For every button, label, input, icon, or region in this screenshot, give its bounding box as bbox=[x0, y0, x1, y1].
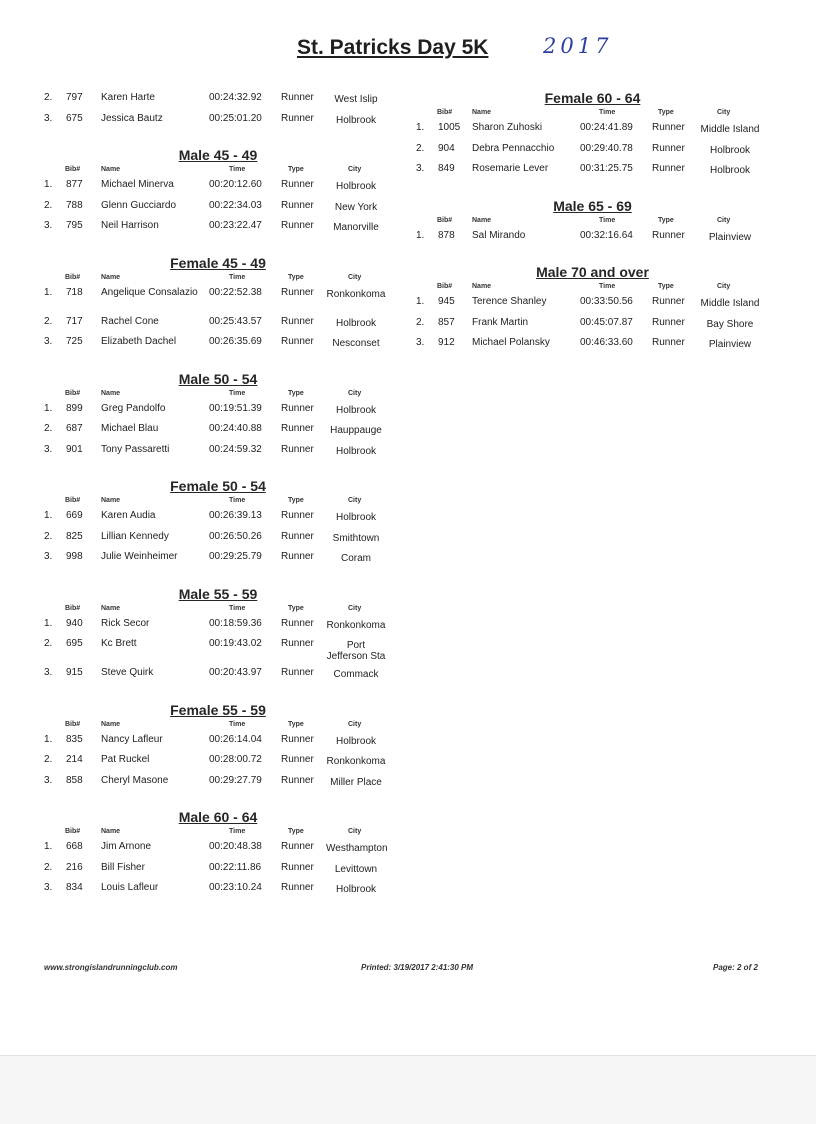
runner-name-cell: Bill Fisher bbox=[101, 861, 145, 873]
type-cell: Runner bbox=[281, 882, 314, 893]
right-column bbox=[410, 89, 775, 355]
bib-cell: 998 bbox=[66, 551, 83, 562]
city-cell: Middle Island bbox=[700, 124, 760, 135]
runner-name-cell: Rick Secor bbox=[101, 617, 150, 629]
type-cell: Runner bbox=[281, 179, 314, 190]
type-cell: Runner bbox=[281, 315, 314, 327]
runner-name-cell: Sal Mirando bbox=[472, 229, 526, 241]
time-cell: 00:25:43.57 bbox=[209, 315, 262, 327]
city-cell: Port Jefferson Sta bbox=[326, 640, 386, 662]
bib-cell: 214 bbox=[66, 754, 83, 765]
runner-name-cell: Michael Polansky bbox=[472, 337, 550, 348]
place-cell: 3. bbox=[44, 220, 53, 231]
runner-name-cell: Glenn Gucciardo bbox=[101, 199, 177, 211]
age-group-section bbox=[38, 146, 398, 238]
bib-cell: 216 bbox=[66, 861, 83, 873]
bib-cell: 718 bbox=[66, 286, 83, 298]
runner-name-cell: Karen Harte bbox=[101, 92, 155, 103]
type-cell: Runner bbox=[652, 163, 685, 174]
age-group-section bbox=[410, 263, 775, 355]
time-cell: 00:25:01.20 bbox=[209, 112, 262, 124]
time-cell: 00:24:41.89 bbox=[580, 122, 633, 133]
header-bib: Bib# bbox=[65, 166, 81, 173]
runner-name-cell: Steve Quirk bbox=[101, 667, 154, 678]
time-cell: 00:24:40.88 bbox=[209, 423, 262, 434]
place-cell: 1. bbox=[44, 733, 53, 745]
result-row bbox=[38, 110, 398, 131]
time-cell: 00:20:12.60 bbox=[209, 179, 262, 190]
result-row bbox=[38, 548, 398, 569]
column-headers bbox=[38, 603, 398, 615]
result-row bbox=[38, 176, 398, 197]
time-cell: 00:23:22.47 bbox=[209, 220, 262, 231]
result-row bbox=[410, 314, 775, 335]
place-cell: 2. bbox=[44, 315, 53, 327]
age-group-section bbox=[410, 89, 775, 181]
bib-cell: 668 bbox=[66, 841, 83, 852]
result-row bbox=[38, 664, 398, 685]
city-cell: Holbrook bbox=[335, 884, 377, 895]
runner-name-cell: Neil Harrison bbox=[101, 220, 159, 231]
runner-name-cell: Frank Martin bbox=[472, 316, 529, 328]
runner-name-cell: Lillian Kennedy bbox=[101, 530, 169, 542]
runner-name-cell: Nancy Lafleur bbox=[101, 733, 163, 745]
type-cell: Runner bbox=[281, 402, 314, 414]
type-cell: Runner bbox=[281, 286, 314, 298]
place-cell: 1. bbox=[44, 286, 53, 298]
header-city: City bbox=[348, 720, 362, 728]
place-cell: 3. bbox=[416, 163, 425, 174]
time-cell: 00:46:33.60 bbox=[580, 337, 633, 348]
bib-cell: 912 bbox=[438, 337, 455, 348]
bib-cell: 797 bbox=[66, 92, 83, 103]
type-cell: Runner bbox=[281, 841, 314, 852]
age-group-title: Female 50 - 54 bbox=[170, 478, 266, 494]
runner-name-cell: Julie Weinheimer bbox=[101, 551, 178, 562]
city-cell: New York bbox=[334, 201, 378, 213]
bib-cell: 717 bbox=[66, 315, 83, 327]
header-type: Type bbox=[288, 166, 304, 173]
column-headers bbox=[410, 215, 775, 227]
time-cell: 00:18:59.36 bbox=[209, 617, 262, 629]
header-name: Name bbox=[101, 720, 121, 728]
time-cell: 00:22:34.03 bbox=[209, 199, 262, 211]
runner-name-cell: Elizabeth Dachel bbox=[101, 336, 177, 347]
type-cell: Runner bbox=[652, 337, 685, 348]
header-city: City bbox=[348, 828, 362, 835]
type-cell: Runner bbox=[281, 92, 314, 103]
city-cell: Hauppauge bbox=[330, 425, 382, 436]
type-cell: Runner bbox=[281, 199, 314, 211]
place-cell: 3. bbox=[44, 551, 53, 562]
place-cell: 1. bbox=[44, 179, 53, 190]
bib-cell: 858 bbox=[66, 774, 83, 786]
runner-name-cell: Angelique Consalazio bbox=[101, 286, 198, 298]
time-cell: 00:23:10.24 bbox=[209, 882, 262, 893]
header-bib: Bib# bbox=[65, 497, 81, 504]
type-cell: Runner bbox=[281, 423, 314, 434]
continuation-group bbox=[38, 89, 398, 130]
bib-cell: 857 bbox=[438, 316, 455, 328]
footer-printed: Printed: 3/19/2017 2:41:30 PM bbox=[361, 963, 474, 972]
place-cell: 2. bbox=[416, 316, 425, 328]
city-cell: Holbrook bbox=[335, 181, 377, 192]
header-bib: Bib# bbox=[437, 109, 453, 116]
place-cell: 2. bbox=[416, 142, 425, 154]
result-row bbox=[410, 160, 775, 181]
time-cell: 00:26:14.04 bbox=[209, 733, 262, 745]
bib-cell: 877 bbox=[66, 179, 83, 190]
result-row bbox=[38, 89, 398, 110]
city-cell: Holbrook bbox=[335, 114, 377, 126]
header-type: Type bbox=[658, 109, 674, 116]
place-cell: 1. bbox=[416, 296, 425, 307]
city-cell: Holbrook bbox=[335, 445, 377, 457]
header-type: Type bbox=[288, 720, 304, 728]
header-name: Name bbox=[101, 604, 121, 612]
result-row bbox=[38, 420, 398, 441]
type-cell: Runner bbox=[281, 530, 314, 542]
place-cell: 1. bbox=[44, 510, 53, 521]
result-row bbox=[410, 119, 775, 140]
result-row bbox=[410, 140, 775, 161]
city-cell: Plainview bbox=[708, 231, 752, 243]
header-name: Name bbox=[472, 109, 492, 116]
city-cell: Holbrook bbox=[335, 317, 377, 329]
result-row bbox=[410, 227, 775, 248]
runner-name-cell: Jim Arnone bbox=[101, 841, 152, 852]
time-cell: 00:31:25.75 bbox=[580, 163, 633, 174]
result-row bbox=[38, 859, 398, 880]
type-cell: Runner bbox=[652, 296, 685, 307]
runner-name-cell: Rachel Cone bbox=[101, 315, 159, 327]
type-cell: Runner bbox=[281, 667, 314, 678]
place-cell: 3. bbox=[44, 774, 53, 786]
type-cell: Runner bbox=[281, 754, 314, 765]
footer-page-number: Page: 2 of 2 bbox=[713, 963, 758, 972]
time-cell: 00:29:27.79 bbox=[209, 774, 262, 786]
header-bib: Bib# bbox=[437, 216, 453, 224]
time-cell: 00:20:48.38 bbox=[209, 841, 262, 852]
result-row bbox=[38, 731, 398, 752]
city-cell: Middle Island bbox=[700, 298, 760, 309]
place-cell: 2. bbox=[44, 754, 53, 765]
result-row bbox=[38, 772, 398, 793]
result-row bbox=[38, 284, 398, 313]
city-cell: Plainview bbox=[708, 339, 752, 350]
scan-bottom-margin bbox=[0, 1055, 816, 1124]
place-cell: 1. bbox=[44, 402, 53, 414]
time-cell: 00:45:07.87 bbox=[580, 316, 633, 328]
header-type: Type bbox=[288, 389, 304, 397]
result-row bbox=[38, 313, 398, 334]
age-group-title: Male 60 - 64 bbox=[178, 809, 258, 825]
time-cell: 00:19:43.02 bbox=[209, 638, 262, 649]
place-cell: 3. bbox=[416, 337, 425, 348]
place-cell: 2. bbox=[44, 530, 53, 542]
type-cell: Runner bbox=[281, 861, 314, 873]
runner-name-cell: Cheryl Masone bbox=[101, 774, 169, 786]
place-cell: 1. bbox=[416, 122, 425, 133]
city-cell: Holbrook bbox=[335, 404, 377, 416]
header-type: Type bbox=[288, 273, 304, 281]
column-headers bbox=[410, 281, 775, 293]
age-group-section bbox=[38, 701, 398, 793]
type-cell: Runner bbox=[652, 316, 685, 328]
bib-cell: 695 bbox=[66, 638, 83, 649]
place-cell: 3. bbox=[44, 882, 53, 893]
result-row bbox=[38, 838, 398, 859]
city-cell: Westhampton bbox=[326, 843, 388, 854]
place-cell: 2. bbox=[44, 861, 53, 873]
type-cell: Runner bbox=[281, 617, 314, 629]
header-city: City bbox=[717, 109, 731, 116]
city-cell: Levittown bbox=[334, 863, 378, 875]
runner-name-cell: Pat Ruckel bbox=[101, 754, 150, 765]
header-name: Name bbox=[101, 497, 121, 504]
runner-name-cell: Michael Blau bbox=[101, 423, 159, 434]
runner-name-cell: Terence Shanley bbox=[472, 296, 547, 307]
runner-name-cell: Kc Brett bbox=[101, 638, 137, 649]
runner-name-cell: Rosemarie Lever bbox=[472, 163, 549, 174]
type-cell: Runner bbox=[281, 443, 314, 455]
type-cell: Runner bbox=[652, 122, 685, 133]
time-cell: 00:20:43.97 bbox=[209, 667, 262, 678]
result-row bbox=[38, 217, 398, 238]
bib-cell: 835 bbox=[66, 733, 83, 745]
time-cell: 00:32:16.64 bbox=[580, 229, 633, 241]
header-city: City bbox=[348, 497, 362, 504]
place-cell: 2. bbox=[44, 638, 53, 649]
age-group-section bbox=[38, 585, 398, 685]
bib-cell: 675 bbox=[66, 112, 83, 124]
place-cell: 1. bbox=[44, 841, 53, 852]
header-type: Type bbox=[288, 604, 304, 612]
result-row bbox=[410, 334, 775, 355]
place-cell: 3. bbox=[44, 667, 53, 678]
type-cell: Runner bbox=[281, 638, 314, 649]
city-cell: Smithtown bbox=[332, 532, 380, 544]
city-cell: Bay Shore bbox=[706, 318, 754, 330]
header-time: Time bbox=[599, 109, 616, 116]
header-type: Type bbox=[288, 497, 304, 504]
type-cell: Runner bbox=[281, 510, 314, 521]
column-headers bbox=[38, 495, 398, 507]
type-cell: Runner bbox=[281, 774, 314, 786]
age-group-section bbox=[38, 808, 398, 900]
city-cell: Manorville bbox=[333, 222, 379, 233]
time-cell: 00:33:50.56 bbox=[580, 296, 633, 307]
result-row bbox=[38, 507, 398, 528]
runner-name-cell: Sharon Zuhoski bbox=[472, 122, 543, 133]
header-name: Name bbox=[101, 273, 121, 281]
footer-website: www.strongislandrunningclub.com bbox=[44, 963, 178, 972]
result-row bbox=[38, 333, 398, 354]
time-cell: 00:28:00.72 bbox=[209, 754, 262, 765]
header-time: Time bbox=[229, 720, 246, 728]
column-headers bbox=[38, 164, 398, 176]
city-cell: Nesconset bbox=[332, 338, 380, 349]
type-cell: Runner bbox=[281, 112, 314, 124]
header-time: Time bbox=[229, 273, 246, 281]
time-cell: 00:26:39.13 bbox=[209, 510, 262, 521]
time-cell: 00:26:35.69 bbox=[209, 336, 262, 347]
city-cell: Ronkonkoma bbox=[326, 619, 386, 631]
result-row bbox=[38, 197, 398, 218]
header-bib: Bib# bbox=[65, 273, 81, 281]
age-group-title: Female 55 - 59 bbox=[170, 701, 266, 718]
runner-name-cell: Jessica Bautz bbox=[101, 112, 163, 124]
bib-cell: 878 bbox=[438, 229, 455, 241]
result-row bbox=[38, 400, 398, 421]
type-cell: Runner bbox=[281, 733, 314, 745]
header-name: Name bbox=[472, 216, 492, 224]
column-headers bbox=[38, 719, 398, 731]
result-row bbox=[38, 751, 398, 772]
age-group-section bbox=[410, 197, 775, 248]
time-cell: 00:29:40.78 bbox=[580, 142, 633, 154]
column-headers bbox=[38, 388, 398, 400]
type-cell: Runner bbox=[652, 229, 685, 241]
bib-cell: 915 bbox=[66, 667, 83, 678]
header-bib: Bib# bbox=[65, 720, 81, 728]
city-cell: Miller Place bbox=[330, 776, 382, 788]
place-cell: 1. bbox=[44, 617, 53, 629]
header-city: City bbox=[717, 283, 731, 290]
header-name: Name bbox=[101, 389, 121, 397]
header-name: Name bbox=[101, 828, 121, 835]
city-cell: Holbrook bbox=[335, 735, 377, 747]
bib-cell: 849 bbox=[438, 163, 455, 174]
city-cell: Coram bbox=[340, 553, 371, 564]
bib-cell: 825 bbox=[66, 530, 83, 542]
age-group-section bbox=[38, 254, 398, 354]
age-group-title: Male 55 - 59 bbox=[178, 585, 258, 602]
header-type: Type bbox=[658, 216, 674, 224]
runner-name-cell: Michael Minerva bbox=[101, 179, 174, 190]
result-row bbox=[38, 441, 398, 462]
page-title: St. Patricks Day 5K bbox=[297, 36, 489, 59]
result-row bbox=[38, 528, 398, 549]
city-cell: Holbrook bbox=[709, 165, 751, 176]
age-group-title: Male 65 - 69 bbox=[553, 197, 632, 214]
place-cell: 3. bbox=[44, 443, 53, 455]
bib-cell: 901 bbox=[66, 443, 83, 455]
type-cell: Runner bbox=[281, 551, 314, 562]
bib-cell: 1005 bbox=[438, 122, 461, 133]
city-cell: Commack bbox=[333, 669, 379, 680]
place-cell: 3. bbox=[44, 112, 53, 124]
age-group-section bbox=[38, 477, 398, 569]
city-cell: Ronkonkoma bbox=[326, 756, 386, 767]
age-group-title: Female 60 - 64 bbox=[544, 90, 641, 106]
bib-cell: 795 bbox=[66, 220, 83, 231]
type-cell: Runner bbox=[281, 220, 314, 231]
place-cell: 1. bbox=[416, 229, 425, 241]
header-bib: Bib# bbox=[65, 604, 81, 612]
age-group-section bbox=[38, 370, 398, 462]
type-cell: Runner bbox=[281, 336, 314, 347]
bib-cell: 945 bbox=[438, 296, 455, 307]
header-name: Name bbox=[101, 166, 121, 173]
city-cell: Holbrook bbox=[709, 144, 751, 156]
bib-cell: 904 bbox=[438, 142, 455, 154]
age-group-title: Female 45 - 49 bbox=[170, 254, 266, 271]
header-type: Type bbox=[288, 828, 304, 835]
header-time: Time bbox=[599, 216, 616, 224]
header-city: City bbox=[348, 273, 362, 281]
result-row bbox=[38, 879, 398, 900]
header-time: Time bbox=[229, 166, 246, 173]
bib-cell: 725 bbox=[66, 336, 83, 347]
place-cell: 2. bbox=[44, 199, 53, 211]
place-cell: 3. bbox=[44, 336, 53, 347]
header-bib: Bib# bbox=[437, 283, 453, 290]
left-column bbox=[38, 89, 398, 900]
header-time: Time bbox=[229, 497, 246, 504]
city-cell: Ronkonkoma bbox=[326, 288, 386, 300]
runner-name-cell: Karen Audia bbox=[101, 510, 156, 521]
bib-cell: 788 bbox=[66, 199, 83, 211]
header-type: Type bbox=[658, 283, 674, 290]
age-group-title: Male 50 - 54 bbox=[178, 370, 258, 387]
city-cell: Holbrook bbox=[335, 512, 377, 523]
header-time: Time bbox=[229, 604, 246, 612]
age-group-title: Male 70 and over bbox=[536, 264, 649, 280]
header-time: Time bbox=[599, 283, 616, 290]
time-cell: 00:22:52.38 bbox=[209, 286, 262, 298]
header-time: Time bbox=[229, 828, 246, 835]
header-city: City bbox=[348, 604, 362, 612]
time-cell: 00:24:59.32 bbox=[209, 443, 262, 455]
time-cell: 00:26:50.26 bbox=[209, 530, 262, 542]
bib-cell: 940 bbox=[66, 617, 83, 629]
result-row bbox=[410, 293, 775, 314]
header-bib: Bib# bbox=[65, 828, 81, 835]
runner-name-cell: Tony Passaretti bbox=[101, 443, 170, 455]
result-row bbox=[38, 615, 398, 636]
city-cell: West Islip bbox=[334, 94, 378, 105]
bib-cell: 834 bbox=[66, 882, 83, 893]
runner-name-cell: Louis Lafleur bbox=[101, 882, 159, 893]
bib-cell: 687 bbox=[66, 423, 83, 434]
header-bib: Bib# bbox=[65, 389, 81, 397]
runner-name-cell: Debra Pennacchio bbox=[472, 142, 555, 154]
header-city: City bbox=[717, 216, 731, 224]
time-cell: 00:24:32.92 bbox=[209, 92, 262, 103]
age-group-title: Male 45 - 49 bbox=[178, 147, 258, 163]
bib-cell: 669 bbox=[66, 510, 83, 521]
header-time: Time bbox=[229, 389, 246, 397]
time-cell: 00:19:51.39 bbox=[209, 402, 262, 414]
place-cell: 2. bbox=[44, 92, 53, 103]
place-cell: 2. bbox=[44, 423, 53, 434]
bib-cell: 899 bbox=[66, 402, 83, 414]
header-city: City bbox=[348, 166, 362, 173]
column-headers bbox=[38, 826, 398, 838]
time-cell: 00:22:11.86 bbox=[209, 861, 262, 873]
handwritten-year: 2017 bbox=[543, 34, 613, 58]
header-city: City bbox=[348, 389, 362, 397]
header-name: Name bbox=[472, 283, 492, 290]
type-cell: Runner bbox=[652, 142, 685, 154]
column-headers bbox=[38, 272, 398, 284]
time-cell: 00:29:25.79 bbox=[209, 551, 262, 562]
runner-name-cell: Greg Pandolfo bbox=[101, 402, 166, 414]
result-row bbox=[38, 635, 398, 664]
column-headers bbox=[410, 107, 775, 119]
